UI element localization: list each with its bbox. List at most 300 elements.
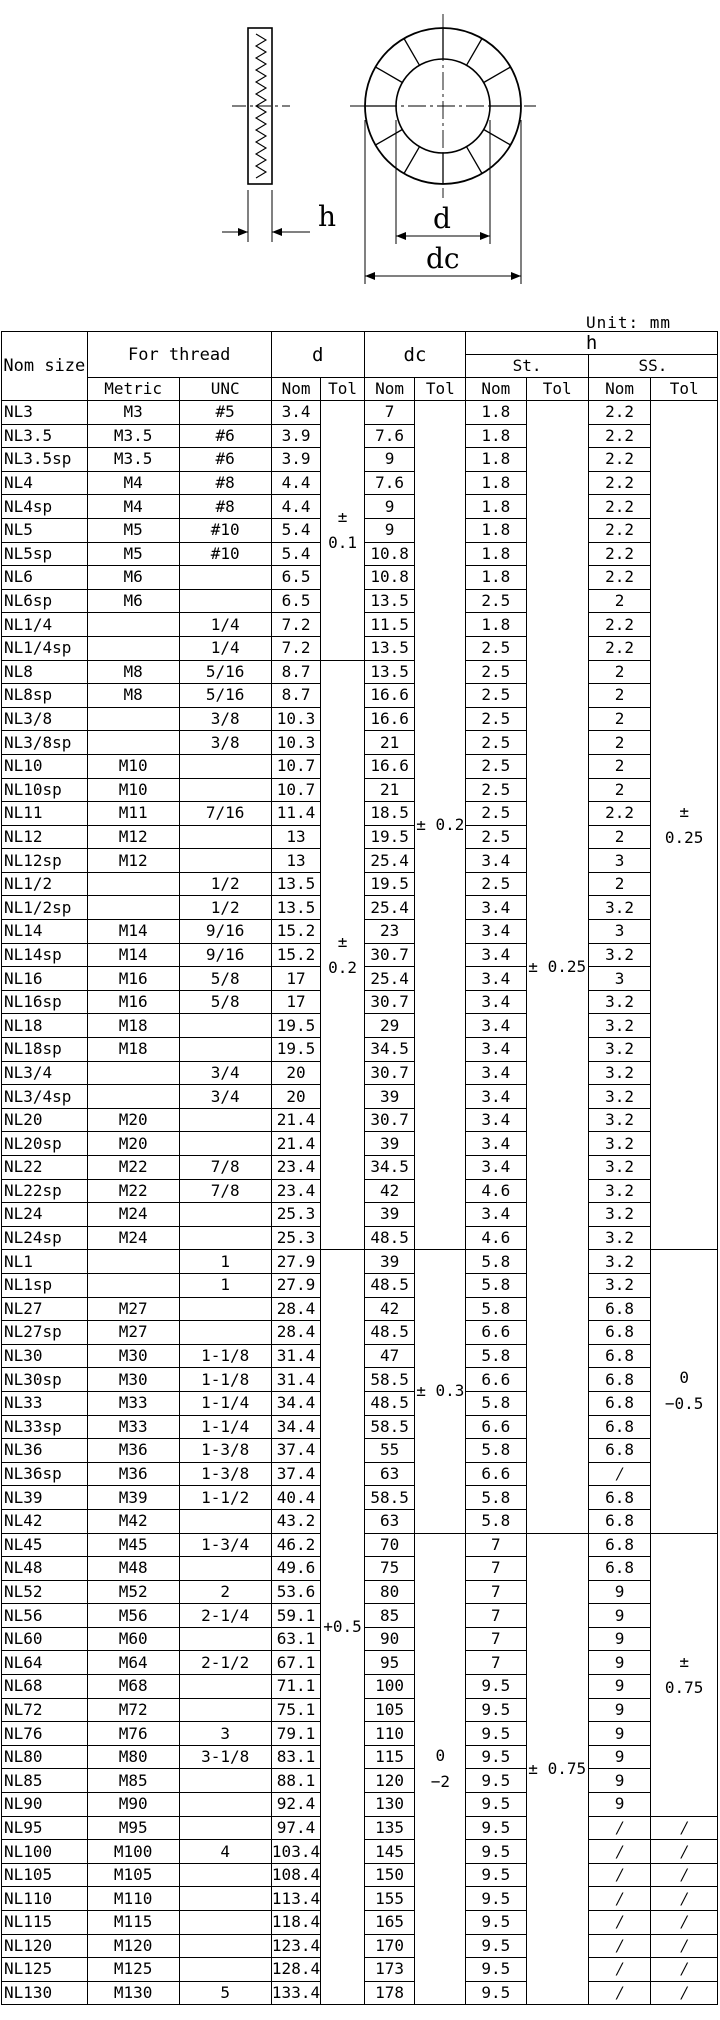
cell-ss-tol: /	[651, 1816, 718, 1840]
cell-ss-nom: 3.2	[588, 1273, 650, 1297]
cell-dc-nom: 30.7	[364, 1108, 415, 1132]
cell-metric	[87, 1061, 179, 1085]
cell-ss-nom: 2	[588, 778, 650, 802]
cell-d-nom: 103.4	[271, 1840, 321, 1864]
cell-metric: M10	[87, 778, 179, 802]
cell-dc-nom: 130	[364, 1793, 415, 1817]
cell-unc: 1	[179, 1250, 271, 1274]
cell-unc: 3	[179, 1722, 271, 1746]
cell-metric: M20	[87, 1132, 179, 1156]
cell-unc: 4	[179, 1840, 271, 1864]
cell-unc: 1-1/8	[179, 1368, 271, 1392]
cell-d-nom: 34.4	[271, 1391, 321, 1415]
cell-dc-nom: 47	[364, 1344, 415, 1368]
cell-metric: M12	[87, 825, 179, 849]
cell-ss-nom: 3.2	[588, 990, 650, 1014]
cell-st-nom: 3.4	[466, 990, 526, 1014]
cell-ss-nom: 9	[588, 1769, 650, 1793]
cell-ss-nom: 2.2	[588, 495, 650, 519]
cell-unc	[179, 1226, 271, 1250]
header-nom-size: Nom size	[2, 332, 88, 401]
cell-d-tol	[321, 401, 364, 661]
header-d: d	[271, 332, 364, 378]
cell-d-nom: 13	[271, 849, 321, 873]
cell-ss-nom: 9	[588, 1604, 650, 1628]
cell-metric: M72	[87, 1698, 179, 1722]
cell-dc-nom: 165	[364, 1911, 415, 1935]
cell-nom-size: NL6	[2, 566, 88, 590]
cell-d-nom: 21.4	[271, 1108, 321, 1132]
cell-unc: 1-1/2	[179, 1486, 271, 1510]
cell-nom-size: NL130	[2, 1981, 88, 2005]
cell-st-nom: 9.5	[466, 1745, 526, 1769]
cell-st-nom: 3.4	[466, 849, 526, 873]
cell-d-nom: 13.5	[271, 896, 321, 920]
cell-unc: 5/8	[179, 990, 271, 1014]
cell-metric: M3.5	[87, 424, 179, 448]
cell-nom-size: NL1/4sp	[2, 636, 88, 660]
cell-nom-size: NL45	[2, 1533, 88, 1557]
cell-ss-nom: 2	[588, 660, 650, 684]
cell-unc: 2-1/2	[179, 1651, 271, 1675]
cell-nom-size: NL22	[2, 1156, 88, 1180]
cell-ss-nom: /	[588, 1816, 650, 1840]
cell-dc-nom: 115	[364, 1745, 415, 1769]
cell-nom-size: NL16	[2, 967, 88, 991]
cell-st-nom: 3.4	[466, 920, 526, 944]
cell-metric: M68	[87, 1675, 179, 1699]
cell-st-nom: 2.5	[466, 636, 526, 660]
cell-st-nom: 3.4	[466, 1014, 526, 1038]
cell-st-nom: 9.5	[466, 1675, 526, 1699]
cell-ss-nom: 2.2	[588, 518, 650, 542]
header-h: h	[466, 332, 718, 355]
cell-ss-nom: 3	[588, 849, 650, 873]
cell-ss-nom: 2.2	[588, 471, 650, 495]
cell-unc: 3/4	[179, 1085, 271, 1109]
cell-metric: M120	[87, 1934, 179, 1958]
cell-nom-size: NL105	[2, 1863, 88, 1887]
cell-nom-size: NL27	[2, 1297, 88, 1321]
cell-dc-nom: 178	[364, 1981, 415, 2005]
cell-dc-nom: 48.5	[364, 1226, 415, 1250]
cell-dc-nom: 58.5	[364, 1486, 415, 1510]
cell-ss-nom: 3.2	[588, 1156, 650, 1180]
cell-nom-size: NL3.5	[2, 424, 88, 448]
label-h: h	[318, 200, 337, 233]
cell-dc-nom: 19.5	[364, 872, 415, 896]
cell-dc-nom: 10.8	[364, 566, 415, 590]
cell-dc-nom: 90	[364, 1627, 415, 1651]
cell-ss-nom: 3	[588, 920, 650, 944]
cell-d-nom: 79.1	[271, 1722, 321, 1746]
cell-d-nom: 10.7	[271, 754, 321, 778]
cell-nom-size: NL80	[2, 1745, 88, 1769]
cell-nom-size: NL18sp	[2, 1038, 88, 1062]
cell-st-nom: 1.8	[466, 566, 526, 590]
cell-ss-nom: 2.2	[588, 401, 650, 425]
cell-st-nom: 2.5	[466, 660, 526, 684]
cell-ss-nom: 6.8	[588, 1391, 650, 1415]
cell-d-nom: 31.4	[271, 1344, 321, 1368]
cell-ss-nom: 2.2	[588, 802, 650, 826]
cell-ss-nom: 9	[588, 1675, 650, 1699]
header-ss-tol: Tol	[651, 378, 718, 401]
cell-ss-tol-text: 0.25	[664, 828, 704, 848]
cell-ss-tol	[651, 401, 718, 1250]
cell-d-nom: 13	[271, 825, 321, 849]
cell-ss-nom: 9	[588, 1580, 650, 1604]
cell-ss-tol	[651, 1250, 718, 1533]
cell-unc	[179, 1958, 271, 1982]
cell-dc-nom: 9	[364, 495, 415, 519]
cell-unc: 9/16	[179, 943, 271, 967]
cell-st-nom: 5.8	[466, 1486, 526, 1510]
cell-metric	[87, 1085, 179, 1109]
cell-d-nom: 88.1	[271, 1769, 321, 1793]
cell-d-nom: 20	[271, 1085, 321, 1109]
cell-metric: M16	[87, 990, 179, 1014]
cell-st-nom: 9.5	[466, 1887, 526, 1911]
cell-metric: M3.5	[87, 448, 179, 472]
cell-ss-tol: /	[651, 1934, 718, 1958]
cell-nom-size: NL100	[2, 1840, 88, 1864]
cell-unc	[179, 1934, 271, 1958]
cell-st-nom: 7	[466, 1557, 526, 1581]
cell-st-nom: 3.4	[466, 1108, 526, 1132]
cell-nom-size: NL72	[2, 1698, 88, 1722]
cell-ss-nom: /	[588, 1958, 650, 1982]
cell-unc	[179, 1863, 271, 1887]
cell-unc: 1-1/4	[179, 1391, 271, 1415]
cell-d-nom: 13.5	[271, 872, 321, 896]
cell-dc-tol	[415, 1533, 466, 2005]
cell-d-tol	[321, 660, 364, 1250]
cell-ss-tol-text: ±	[679, 802, 689, 822]
cell-nom-size: NL27sp	[2, 1321, 88, 1345]
cell-unc: 9/16	[179, 920, 271, 944]
cell-unc: 7/8	[179, 1179, 271, 1203]
cell-nom-size: NL1	[2, 1250, 88, 1274]
cell-unc	[179, 778, 271, 802]
cell-st-nom: 3.4	[466, 1156, 526, 1180]
cell-ss-tol-text: 0.75	[664, 1677, 704, 1697]
cell-dc-nom: 16.6	[364, 684, 415, 708]
cell-nom-size: NL48	[2, 1557, 88, 1581]
cell-st-nom: 9.5	[466, 1698, 526, 1722]
cell-nom-size: NL90	[2, 1793, 88, 1817]
cell-dc-nom: 16.6	[364, 707, 415, 731]
cell-unc: 1	[179, 1273, 271, 1297]
cell-d-nom: 8.7	[271, 660, 321, 684]
cell-dc-nom: 48.5	[364, 1273, 415, 1297]
cell-d-nom: 5.4	[271, 518, 321, 542]
cell-ss-nom: 2	[588, 754, 650, 778]
cell-d-tol	[321, 1250, 364, 2005]
cell-ss-nom: 3.2	[588, 1085, 650, 1109]
cell-d-nom: 10.3	[271, 707, 321, 731]
cell-unc: #10	[179, 518, 271, 542]
cell-dc-nom: 25.4	[364, 967, 415, 991]
cell-ss-nom: /	[588, 1462, 650, 1486]
cell-ss-nom: 2.2	[588, 542, 650, 566]
cell-st-nom: 3.4	[466, 1203, 526, 1227]
cell-dc-nom: 75	[364, 1557, 415, 1581]
cell-ss-nom: 6.8	[588, 1557, 650, 1581]
cell-unc	[179, 754, 271, 778]
cell-dc-nom: 85	[364, 1604, 415, 1628]
cell-d-nom: 28.4	[271, 1321, 321, 1345]
cell-ss-tol: /	[651, 1840, 718, 1864]
cell-unc: 5/16	[179, 684, 271, 708]
cell-dc-nom: 21	[364, 731, 415, 755]
cell-dc-nom: 13.5	[364, 660, 415, 684]
cell-ss-nom: /	[588, 1863, 650, 1887]
cell-ss-tol-text: 0	[679, 1368, 689, 1388]
cell-st-nom: 5.8	[466, 1273, 526, 1297]
cell-dc-nom: 63	[364, 1462, 415, 1486]
cell-unc	[179, 1769, 271, 1793]
cell-nom-size: NL85	[2, 1769, 88, 1793]
cell-ss-tol: /	[651, 1887, 718, 1911]
cell-metric: M36	[87, 1439, 179, 1463]
cell-metric: M76	[87, 1722, 179, 1746]
cell-unc: 1/2	[179, 872, 271, 896]
cell-d-nom: 25.3	[271, 1203, 321, 1227]
cell-unc: 3-1/8	[179, 1745, 271, 1769]
cell-st-nom: 4.6	[466, 1226, 526, 1250]
cell-unc: 3/8	[179, 731, 271, 755]
cell-metric: M110	[87, 1887, 179, 1911]
cell-st-nom: 1.8	[466, 424, 526, 448]
cell-dc-tol-text: ± 0.2	[416, 815, 465, 835]
cell-ss-tol: /	[651, 1958, 718, 1982]
cell-d-nom: 108.4	[271, 1863, 321, 1887]
cell-d-nom: 75.1	[271, 1698, 321, 1722]
cell-st-nom: 5.8	[466, 1297, 526, 1321]
cell-ss-nom: /	[588, 1840, 650, 1864]
cell-metric	[87, 872, 179, 896]
cell-dc-nom: 150	[364, 1863, 415, 1887]
cell-nom-size: NL22sp	[2, 1179, 88, 1203]
cell-ss-nom: 2.2	[588, 424, 650, 448]
cell-st-nom: 5.8	[466, 1509, 526, 1533]
cell-ss-nom: 2.2	[588, 636, 650, 660]
header-st-tol: Tol	[526, 378, 588, 401]
cell-st-nom: 3.4	[466, 967, 526, 991]
washer-side-view	[222, 28, 310, 242]
cell-unc	[179, 1108, 271, 1132]
cell-st-nom: 6.6	[466, 1415, 526, 1439]
cell-nom-size: NL52	[2, 1580, 88, 1604]
cell-metric	[87, 707, 179, 731]
cell-st-nom: 9.5	[466, 1863, 526, 1887]
cell-ss-nom: 3.2	[588, 1108, 650, 1132]
cell-d-nom: 10.7	[271, 778, 321, 802]
cell-nom-size: NL4sp	[2, 495, 88, 519]
cell-st-nom: 7	[466, 1580, 526, 1604]
cell-nom-size: NL115	[2, 1911, 88, 1935]
cell-dc-nom: 42	[364, 1179, 415, 1203]
cell-st-nom: 1.8	[466, 471, 526, 495]
cell-nom-size: NL95	[2, 1816, 88, 1840]
cell-nom-size: NL1sp	[2, 1273, 88, 1297]
cell-dc-nom: 30.7	[364, 990, 415, 1014]
cell-dc-tol-text: 0	[435, 1745, 446, 1765]
cell-dc-nom: 120	[364, 1769, 415, 1793]
cell-nom-size: NL14sp	[2, 943, 88, 967]
cell-unc: 1/4	[179, 613, 271, 637]
cell-dc-nom: 42	[364, 1297, 415, 1321]
washer-drawing	[0, 0, 720, 310]
cell-ss-nom: 6.8	[588, 1486, 650, 1510]
cell-d-nom: 37.4	[271, 1462, 321, 1486]
cell-d-nom: 28.4	[271, 1297, 321, 1321]
cell-nom-size: NL4	[2, 471, 88, 495]
cell-nom-size: NL33sp	[2, 1415, 88, 1439]
cell-nom-size: NL39	[2, 1486, 88, 1510]
cell-metric: M39	[87, 1486, 179, 1510]
cell-st-tol-text: ± 0.75	[528, 1758, 587, 1778]
cell-dc-nom: 48.5	[364, 1321, 415, 1345]
header-d-nom: Nom	[271, 378, 321, 401]
cell-ss-nom: 2	[588, 707, 650, 731]
cell-unc	[179, 1887, 271, 1911]
cell-st-nom: 2.5	[466, 707, 526, 731]
cell-ss-nom: 6.8	[588, 1368, 650, 1392]
cell-ss-nom: 2	[588, 684, 650, 708]
cell-metric: M100	[87, 1840, 179, 1864]
cell-unc	[179, 1509, 271, 1533]
cell-unc: 1-1/8	[179, 1344, 271, 1368]
cell-unc: 5	[179, 1981, 271, 2005]
cell-metric: M24	[87, 1203, 179, 1227]
cell-st-nom: 6.6	[466, 1368, 526, 1392]
cell-st-nom: 6.6	[466, 1462, 526, 1486]
cell-metric: M33	[87, 1391, 179, 1415]
cell-d-nom: 123.4	[271, 1934, 321, 1958]
cell-d-nom: 49.6	[271, 1557, 321, 1581]
header-for-thread: For thread	[87, 332, 271, 378]
header-dc-tol: Tol	[415, 378, 466, 401]
cell-dc-nom: 9	[364, 518, 415, 542]
cell-d-nom: 6.5	[271, 566, 321, 590]
cell-metric: M52	[87, 1580, 179, 1604]
cell-ss-nom: /	[588, 1911, 650, 1935]
cell-unc: #8	[179, 471, 271, 495]
cell-ss-nom: 6.8	[588, 1439, 650, 1463]
cell-ss-tol: /	[651, 1863, 718, 1887]
cell-nom-size: NL20	[2, 1108, 88, 1132]
cell-d-nom: 40.4	[271, 1486, 321, 1510]
spec-table	[1, 331, 718, 2005]
cell-metric: M85	[87, 1769, 179, 1793]
cell-d-nom: 19.5	[271, 1038, 321, 1062]
cell-d-nom: 7.2	[271, 636, 321, 660]
cell-nom-size: NL68	[2, 1675, 88, 1699]
cell-st-nom: 1.8	[466, 542, 526, 566]
cell-st-nom: 7	[466, 1627, 526, 1651]
cell-metric: M45	[87, 1533, 179, 1557]
cell-nom-size: NL3.5sp	[2, 448, 88, 472]
cell-nom-size: NL14	[2, 920, 88, 944]
cell-unc	[179, 1793, 271, 1817]
cell-metric	[87, 1250, 179, 1274]
cell-d-nom: 23.4	[271, 1179, 321, 1203]
cell-d-nom: 17	[271, 967, 321, 991]
cell-nom-size: NL36	[2, 1439, 88, 1463]
cell-metric: M36	[87, 1462, 179, 1486]
cell-st-nom: 1.8	[466, 495, 526, 519]
cell-st-nom: 3.4	[466, 1085, 526, 1109]
cell-metric: M8	[87, 684, 179, 708]
cell-st-tol	[526, 401, 588, 1534]
cell-metric: M14	[87, 920, 179, 944]
cell-unc	[179, 1321, 271, 1345]
cell-nom-size: NL12sp	[2, 849, 88, 873]
cell-ss-nom: 9	[588, 1793, 650, 1817]
cell-metric: M3	[87, 401, 179, 425]
header-unc: UNC	[179, 378, 271, 401]
cell-unc: 1/2	[179, 896, 271, 920]
cell-metric	[87, 896, 179, 920]
cell-st-nom: 2.5	[466, 684, 526, 708]
cell-metric: M42	[87, 1509, 179, 1533]
cell-d-nom: 118.4	[271, 1911, 321, 1935]
cell-st-nom: 5.8	[466, 1391, 526, 1415]
cell-nom-size: NL110	[2, 1887, 88, 1911]
label-d: d	[433, 202, 451, 235]
cell-st-nom: 3.4	[466, 1061, 526, 1085]
cell-metric: M8	[87, 660, 179, 684]
cell-d-nom: 133.4	[271, 1981, 321, 2005]
cell-nom-size: NL42	[2, 1509, 88, 1533]
header-dc-nom: Nom	[364, 378, 415, 401]
cell-nom-size: NL24	[2, 1203, 88, 1227]
cell-ss-nom: 6.8	[588, 1415, 650, 1439]
cell-unc	[179, 589, 271, 613]
cell-dc-nom: 58.5	[364, 1415, 415, 1439]
table-row	[2, 401, 718, 425]
cell-metric: M33	[87, 1415, 179, 1439]
cell-metric: M20	[87, 1108, 179, 1132]
cell-dc-nom: 10.8	[364, 542, 415, 566]
cell-ss-nom: 9	[588, 1698, 650, 1722]
cell-nom-size: NL125	[2, 1958, 88, 1982]
cell-d-nom: 6.5	[271, 589, 321, 613]
cell-dc-nom: 95	[364, 1651, 415, 1675]
cell-st-nom: 9.5	[466, 1840, 526, 1864]
cell-unc: #6	[179, 448, 271, 472]
header-ss-nom: Nom	[588, 378, 650, 401]
cell-st-nom: 6.6	[466, 1321, 526, 1345]
cell-ss-tol-text: −0.5	[664, 1394, 704, 1414]
cell-ss-nom: 6.8	[588, 1297, 650, 1321]
cell-metric: M30	[87, 1344, 179, 1368]
cell-metric: M56	[87, 1604, 179, 1628]
cell-st-nom: 9.5	[466, 1981, 526, 2005]
cell-st-nom: 2.5	[466, 754, 526, 778]
cell-d-nom: 31.4	[271, 1368, 321, 1392]
cell-ss-nom: 9	[588, 1722, 650, 1746]
cell-metric: M27	[87, 1297, 179, 1321]
cell-ss-nom: 3.2	[588, 1203, 650, 1227]
cell-unc: 7/16	[179, 802, 271, 826]
cell-st-nom: 2.5	[466, 589, 526, 613]
table-row	[2, 660, 718, 684]
cell-metric: M4	[87, 471, 179, 495]
cell-d-nom: 23.4	[271, 1156, 321, 1180]
